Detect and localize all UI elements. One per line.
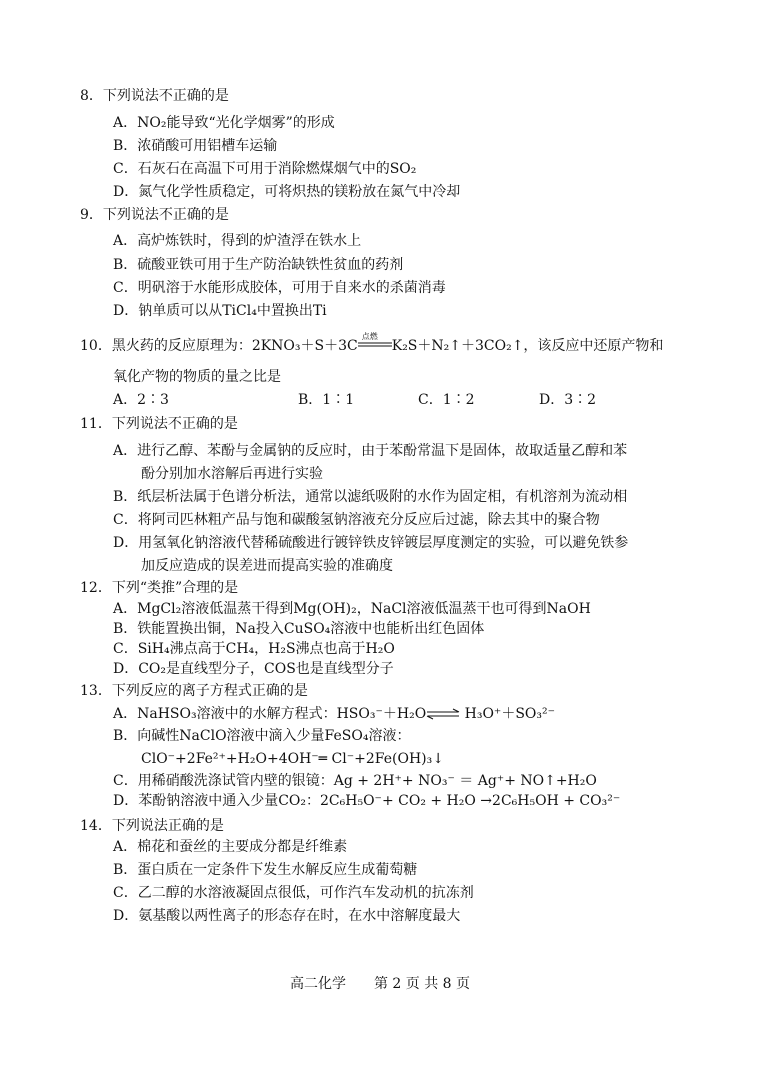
q10-option-d: D．3∶2 [539,392,597,408]
q8-option-c: C．石灰石在高温下可用于消除燃煤烟气中的SO₂ [113,161,417,177]
q9-option-c: C．明矾溶于水能形成胶体，可用于自来水的杀菌消毒 [113,280,446,296]
q11-option-d: D．用氢氧化钠溶液代替稀硫酸进行镀锌铁皮锌镀层厚度测定的实验，可以避免铁参 [113,535,629,551]
q10-stem-part1: 10．黑火药的反应原理为：2KNO₃＋S＋3C [80,338,358,354]
q10-option-c: C．1∶2 [418,392,475,408]
q11-option-a-cont: 酚分别加水溶解后再进行实验 [141,466,323,482]
q11-option-d-cont: 加反应造成的误差进而提高实验的准确度 [141,558,393,574]
q13-option-c: C．用稀硝酸洗涤试管内壁的银镜：Ag + 2H⁺+ NO₃⁻ ＝ Ag⁺+ NO↑+H₂O [113,773,597,789]
q11-option-a: A．进行乙醇、苯酚与金属钠的反应时，由于苯酚常温下是固体，故取适量乙醇和苯 [113,443,628,459]
q9-option-d: D．钠单质可以从TiCl₄中置换出Ti [113,303,327,319]
q14-stem: 14．下列说法正确的是 [80,818,224,834]
q14-option-b: B．蛋白质在一定条件下发生水解反应生成葡萄糖 [113,862,418,878]
q12-option-c: C．SiH₄沸点高于CH₄，H₂S沸点也高于H₂O [113,641,395,657]
q10-option-a: A．2∶3 [113,392,169,408]
q12-option-d: D．CO₂是直线型分子，COS也是直线型分子 [113,661,394,677]
q13-option-b: B．向碱性NaClO溶液中滴入少量FeSO₄溶液： [113,728,411,744]
q8-option-b: B．浓硝酸可用铝槽车运输 [113,138,278,154]
q9-option-b: B．硫酸亚铁可用于生产防治缺铁性贫血的药剂 [113,257,404,273]
double-line-icon [358,341,392,349]
q10-stem-part2: K₂S＋N₂↑＋3CO₂↑，该反应中还原产物和 [391,338,664,354]
q13-option-a-part1: A．NaHSO₃溶液中的水解方程式：HSO₃⁻＋H₂O [113,706,427,722]
q8-option-d: D．氮气化学性质稳定，可将炽热的镁粉放在氮气中冷却 [113,184,461,200]
q11-stem: 11．下列说法不正确的是 [80,416,238,432]
q13-stem: 13．下列反应的离子方程式正确的是 [80,683,308,699]
q10-option-b: B．1∶1 [298,392,355,408]
q14-option-a: A．棉花和蚕丝的主要成分都是纤维素 [113,839,348,855]
q11-option-b: B．纸层析法属于色谱分析法，通常以滤纸吸附的水作为固定相，有机溶剂为流动相 [113,489,628,505]
q10-stem [80,332,664,355]
equilibrium-arrow-icon [426,708,460,720]
arrow-label: 点燃 [361,332,378,341]
q8-stem: 8．下列说法不正确的是 [80,88,229,104]
q13-option-a [113,705,555,723]
q8-option-a: A．NO₂能导致“光化学烟雾”的形成 [113,115,335,131]
q12-stem: 12．下列“类推”合理的是 [80,580,239,596]
q13-option-b-equation: ClO⁻+2Fe²⁺+H₂O+4OH⁻═ Cl⁻+2Fe(OH)₃↓ [141,751,444,767]
q9-option-a: A．高炉炼铁时，得到的炉渣浮在铁水上 [113,233,362,249]
page-footer: 高二化学 第 2 页 共 8 页 [289,976,471,992]
q9-stem: 9．下列说法不正确的是 [80,207,229,223]
ignite-arrow [358,332,392,355]
q11-option-c: C．将阿司匹林粗产品与饱和碳酸氢钠溶液充分反应后过滤，除去其中的聚合物 [113,512,600,528]
q12-option-a: A．MgCl₂溶液低温蒸干得到Mg(OH)₂，NaCl溶液低温蒸干也可得到NaOH [113,601,591,617]
q13-option-d: D．苯酚钠溶液中通入少量CO₂：2C₆H₅O⁻+ CO₂ + H₂O →2C₆H₅OH + CO₃²⁻ [113,793,621,809]
q14-option-d: D．氨基酸以两性离子的形态存在时，在水中溶解度最大 [113,908,461,924]
q10-stem-line2: 氧化产物的物质的量之比是 [113,369,281,385]
q12-option-b: B．铁能置换出铜，Na投入CuSO₄溶液中也能析出红色固体 [113,621,485,637]
q13-option-a-part2: H₃O⁺＋SO₃²⁻ [460,706,556,722]
q10-options [113,391,633,409]
q14-option-c: C．乙二醇的水溶液凝固点很低，可作汽车发动机的抗冻剂 [113,885,474,901]
